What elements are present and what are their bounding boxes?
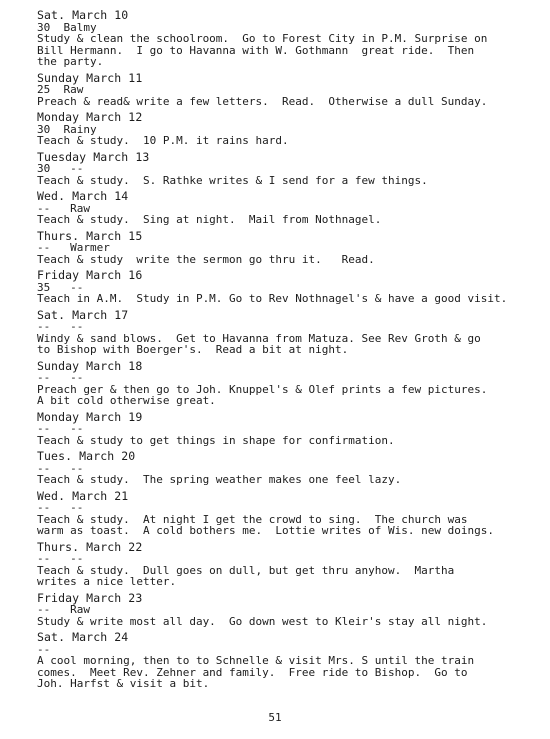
- entry-weather: -- --: [37, 422, 84, 435]
- entry-text-line: Teach & study. 10 P.M. it rains hard.: [37, 134, 289, 147]
- entry-text-line: A bit cold otherwise great.: [37, 394, 216, 407]
- entry-date: Thurs. March 22: [37, 539, 143, 554]
- entry-weather: 30 Balmy: [37, 20, 97, 34]
- entry-weather: --: [37, 642, 51, 656]
- entry-date: Sat. March 17: [37, 307, 129, 322]
- diary-entry: [37, 191, 542, 226]
- entry-date: Wed. March 21: [37, 488, 129, 503]
- entry-date: Tues. March 20: [37, 449, 136, 463]
- diary-entry: [37, 488, 542, 537]
- diary-entry: [37, 632, 542, 690]
- entry-date: Wed. March 14: [37, 189, 129, 203]
- entry-text-line: warm as toast. A cold bothers me. Lottie writes of Wis. new doings.: [37, 524, 494, 537]
- entry-weather: -- --: [37, 461, 84, 475]
- entry-weather: 30 Rainy: [37, 122, 97, 136]
- entry-text-line: Teach & study. At night I get the crowd to sing. The church was: [37, 512, 468, 526]
- entry-weather: 35 --: [37, 280, 84, 294]
- diary-entry: [37, 409, 542, 447]
- entry-weather: -- Raw: [37, 201, 90, 215]
- entry-weather: -- --: [37, 552, 84, 565]
- diary-entry: [37, 539, 542, 588]
- entry-date: Thurs. March 15: [37, 228, 143, 243]
- entry-text-line: Teach & study to get things in shape for confirmation.: [37, 433, 395, 447]
- entry-text-line: Teach & study. The spring weather makes one feel lazy.: [37, 473, 402, 486]
- entry-weather: 25 Raw: [37, 83, 84, 96]
- entry-text-line: Bill Hermann. I go to Havanna with W. Gothmann great ride. Then: [37, 43, 475, 57]
- entry-text-line: writes a nice letter.: [37, 575, 177, 588]
- entry-date: Sunday March 18: [37, 358, 143, 373]
- entry-text-line: Windy & sand blows. Get to Havanna from Matuza. See Rev Groth & go: [37, 331, 481, 345]
- entry-weather: -- --: [37, 371, 84, 384]
- diary-entry: [37, 112, 542, 147]
- diary-entry: [37, 307, 542, 356]
- diary-entry: [37, 358, 542, 407]
- page-number: 51: [268, 711, 282, 724]
- entry-text-line: Preach & read& write a few letters. Read. Otherwise a dull Sunday.: [37, 94, 488, 108]
- entry-text-line: Teach in A.M. Study in P.M. Go to Rev Nothnagel's & have a good visit.: [37, 292, 508, 305]
- diary-entry: [37, 228, 542, 266]
- entry-text-line: Teach & study. Dull goes on dull, but get thru anyhow. Martha: [37, 563, 455, 577]
- entry-text-line: Preach ger & then go to Joh. Knuppel's & Olef prints a few pictures.: [37, 382, 488, 396]
- entry-text-line: to Bishop with Boerger's. Read a bit at night.: [37, 343, 349, 356]
- entry-text-line: Study & write most all day. Go down west to Kleir's stay all night.: [37, 614, 488, 628]
- entry-date: Monday March 12: [37, 110, 143, 124]
- diary-entry: [37, 270, 542, 305]
- entry-weather: -- Raw: [37, 603, 90, 616]
- entry-weather: -- Warmer: [37, 241, 110, 254]
- entry-weather: -- --: [37, 320, 84, 333]
- entry-text-line: comes. Meet Rev. Zehner and family. Free ride to Bishop. Go to: [37, 665, 468, 679]
- diary-entry: [37, 590, 542, 628]
- entry-date: Friday March 23: [37, 590, 143, 605]
- entry-date: Tuesday March 13: [37, 149, 150, 164]
- entry-weather: -- --: [37, 501, 84, 514]
- entry-date: Monday March 19: [37, 409, 143, 424]
- diary-entry: [37, 451, 542, 486]
- entry-text-line: Teach & study. S. Rathke writes & I send for a few things.: [37, 173, 428, 187]
- entry-text-line: Joh. Harfst & visit a bit.: [37, 677, 210, 690]
- entry-text-line: Study & clean the schoolroom. Go to Forest City in P.M. Surprise on: [37, 32, 488, 45]
- diary-entry: [37, 70, 542, 108]
- diary-entry: [37, 10, 542, 68]
- entry-text-line: A cool morning, then to to Schnelle & visit Mrs. S until the train: [37, 654, 475, 667]
- entry-text-line: the party.: [37, 55, 104, 68]
- entry-text-line: Teach & study write the sermon go thru it. Read.: [37, 252, 375, 266]
- entry-weather: 30 --: [37, 162, 84, 175]
- entry-date: Friday March 16: [37, 268, 143, 282]
- entry-date: Sunday March 11: [37, 70, 143, 85]
- entry-date: Sat. March 24: [37, 630, 129, 644]
- entry-text-line: Teach & study. Sing at night. Mail from Nothnagel.: [37, 213, 382, 226]
- entry-date: Sat. March 10: [37, 8, 129, 22]
- diary-entry: [37, 149, 542, 187]
- diary-entries: [37, 10, 542, 695]
